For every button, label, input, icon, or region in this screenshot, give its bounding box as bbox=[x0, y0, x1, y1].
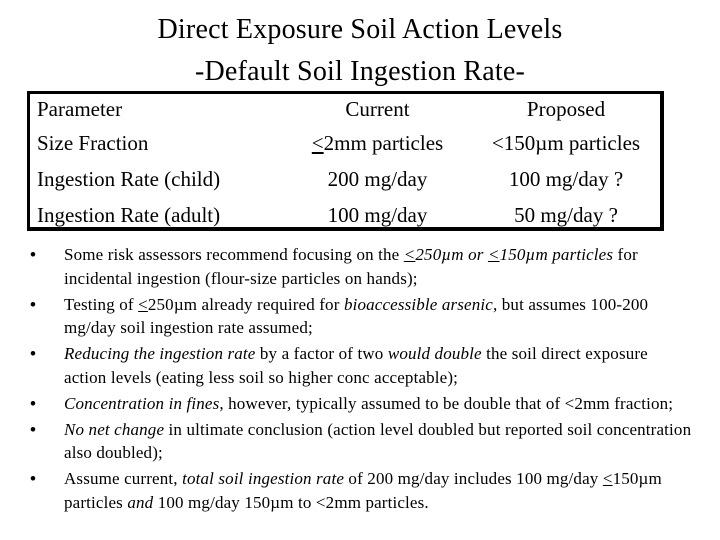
bullet-marker: • bbox=[30, 344, 37, 364]
bullet-text: , but assumes 100-200 mg/day soil ingestion rate assumed; bbox=[64, 294, 649, 338]
list-item bbox=[30, 467, 694, 514]
cell-current-text: 2mm particles bbox=[323, 130, 444, 155]
slide-title-line-1: Direct Exposure Soil Action Levels bbox=[157, 14, 563, 45]
cell-current: 200 mg/day bbox=[327, 166, 428, 191]
bullet-marker: • bbox=[30, 393, 37, 413]
bullet-text-italic: 150µm particles bbox=[499, 245, 614, 264]
bullet-text: by a factor of two bbox=[255, 344, 388, 364]
bullet-list bbox=[30, 243, 694, 517]
bullet-marker: • bbox=[30, 419, 37, 439]
bullet-text-underlined: < bbox=[403, 245, 416, 264]
bullet-marker: • bbox=[30, 245, 37, 264]
bullet-text-italic: and bbox=[127, 492, 154, 512]
list-item bbox=[30, 342, 694, 389]
list-item bbox=[30, 418, 694, 465]
bullet-text-underlined: < bbox=[487, 245, 500, 264]
bullet-text: for incidental ingestion (flour-size particles on hands); bbox=[64, 245, 638, 288]
bullet-text: 250µm already required for bbox=[147, 294, 344, 314]
table-row-ingestion-adult bbox=[30, 197, 662, 233]
bullet-text-italic: would double bbox=[387, 344, 482, 364]
table-header-row bbox=[30, 93, 662, 125]
bullet-text: of 200 mg/day includes 100 mg/day bbox=[344, 469, 603, 489]
header-parameter: Parameter bbox=[37, 96, 123, 121]
table-row-ingestion-child bbox=[30, 161, 662, 197]
less-equal-symbol: < bbox=[311, 130, 324, 155]
header-proposed: Proposed bbox=[526, 96, 606, 121]
table-row-size-fraction bbox=[30, 125, 662, 161]
slide-title-line-2: -Default Soil Ingestion Rate- bbox=[194, 56, 526, 87]
bullet-text: Some risk assessors recommend focusing on the bbox=[64, 245, 404, 264]
bullet-text-italic: No net change bbox=[64, 419, 165, 439]
header-current: Current bbox=[345, 96, 410, 121]
bullet-text: the soil direct exposure action levels (eating less soil so higher conc acceptable); bbox=[64, 344, 648, 387]
cell-proposed: <150µm particles bbox=[491, 130, 641, 155]
bullet-text-italic: 250µm or bbox=[415, 245, 488, 264]
bullet-marker: • bbox=[30, 469, 37, 489]
parameter-table bbox=[30, 93, 662, 233]
cell-proposed: 50 mg/day ? bbox=[514, 202, 618, 227]
bullet-text-italic: bioaccessible arsenic bbox=[343, 294, 493, 314]
cell-current bbox=[285, 125, 470, 161]
bullet-text-italic: Reducing the ingestion rate bbox=[64, 344, 256, 364]
cell-parameter: Ingestion Rate (adult) bbox=[37, 202, 221, 227]
cell-parameter: Ingestion Rate (child) bbox=[37, 166, 221, 191]
bullet-text-italic: total soil ingestion rate bbox=[182, 469, 345, 489]
bullet-marker: • bbox=[30, 294, 37, 314]
list-item bbox=[30, 243, 694, 290]
bullet-text: 150µm particles bbox=[64, 469, 662, 512]
bullet-text-underlined: < bbox=[138, 294, 148, 314]
bullet-text: , however, typically assumed to be double that of <2mm fraction; bbox=[219, 393, 674, 413]
bullet-text: Testing of bbox=[64, 294, 139, 314]
bullet-text: Assume current, bbox=[64, 469, 183, 489]
bullet-text-italic: Concentration in fines bbox=[64, 393, 220, 413]
bullet-text: in ultimate conclusion (action level doubled but reported soil concentration also doubled); bbox=[64, 419, 692, 463]
cell-current: 100 mg/day bbox=[327, 202, 428, 227]
cell-proposed: 100 mg/day ? bbox=[508, 166, 624, 191]
bullet-text-underlined: < bbox=[602, 469, 613, 489]
list-item bbox=[30, 392, 694, 416]
list-item bbox=[30, 293, 694, 340]
bullet-text: 100 mg/day 150µm to <2mm particles. bbox=[153, 492, 429, 512]
cell-parameter: Size Fraction bbox=[37, 130, 149, 155]
